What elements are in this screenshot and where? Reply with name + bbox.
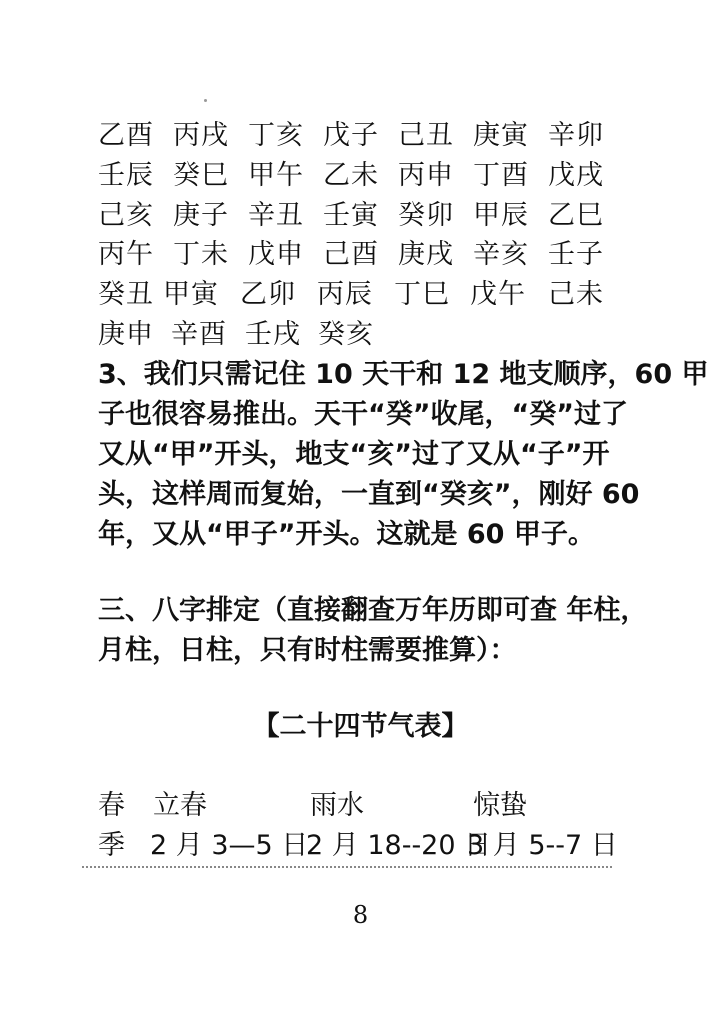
ganzhi-cell: 乙酉 <box>98 120 154 151</box>
ganzhi-cell: 癸丑 <box>98 279 154 310</box>
ganzhi-cell: 庚戌 <box>398 239 454 270</box>
ganzhi-cell: 辛酉 <box>171 319 227 350</box>
ganzhi-cell: 己未 <box>548 279 604 310</box>
solar-term-date: 3 月 5--7 日 <box>467 830 618 861</box>
paragraph-line: 年，又从“甲子”开头。这就是 60 甲子。 <box>98 519 595 550</box>
ganzhi-cell: 丁巳 <box>394 279 450 310</box>
ganzhi-row-4 <box>0 238 721 272</box>
ganzhi-cell: 辛丑 <box>248 200 304 231</box>
ganzhi-cell: 丁亥 <box>248 120 304 151</box>
paragraph-line: 又从“甲”开头，地支“亥”过了又从“子”开 <box>98 439 610 470</box>
season-label: 季 <box>98 830 125 861</box>
ganzhi-row-3 <box>0 199 721 233</box>
solar-terms-table-title: 【二十四节气表】 <box>252 711 469 742</box>
paragraph-line: 3、我们只需记住 10 天干和 12 地支顺序，60 甲 <box>98 359 709 390</box>
ganzhi-cell: 甲午 <box>248 160 304 191</box>
solar-term-date: 2 月 18--20 日 <box>306 830 492 861</box>
dotted-divider <box>82 866 612 868</box>
ganzhi-cell: 庚寅 <box>473 120 529 151</box>
section-heading-line: 三、八字排定（直接翻查万年历即可查 年柱， <box>98 595 648 626</box>
ganzhi-cell: 庚子 <box>173 200 229 231</box>
ganzhi-cell: 乙卯 <box>240 279 296 310</box>
solar-term-name: 雨水 <box>310 790 364 821</box>
ganzhi-cell: 己丑 <box>398 120 454 151</box>
section-heading <box>98 591 648 671</box>
ganzhi-cell: 癸巳 <box>173 160 229 191</box>
ganzhi-cell: 乙未 <box>323 160 379 191</box>
ganzhi-cell: 壬辰 <box>98 160 154 191</box>
ganzhi-cell: 乙巳 <box>548 200 604 231</box>
ganzhi-cell: 丙辰 <box>317 279 373 310</box>
solar-terms-date-row <box>0 826 721 866</box>
ganzhi-cell: 己酉 <box>323 239 379 270</box>
scan-speck <box>204 99 207 102</box>
ganzhi-cell: 丙申 <box>398 160 454 191</box>
ganzhi-row-6 <box>0 318 721 352</box>
solar-term-name: 惊蛰 <box>473 790 527 821</box>
solar-terms-name-row <box>0 786 721 826</box>
ganzhi-cell: 庚申 <box>98 319 154 350</box>
ganzhi-cell: 丙午 <box>98 239 154 270</box>
ganzhi-cell: 戊申 <box>248 239 304 270</box>
ganzhi-cell: 丙戌 <box>173 120 229 151</box>
ganzhi-cell: 己亥 <box>98 200 154 231</box>
ganzhi-cell: 丁未 <box>173 239 229 270</box>
paragraph-line: 子也很容易推出。天干“癸”收尾，“癸”过了 <box>98 399 628 430</box>
ganzhi-cell: 癸亥 <box>318 319 374 350</box>
ganzhi-cell: 辛卯 <box>548 120 604 151</box>
ganzhi-cell: 戊子 <box>323 120 379 151</box>
ganzhi-cell: 辛亥 <box>473 239 529 270</box>
ganzhi-cell: 壬戌 <box>245 319 301 350</box>
solar-term-date: 2 月 3—5 日 <box>150 830 309 861</box>
ganzhi-cell: 癸卯 <box>398 200 454 231</box>
season-label: 春 <box>98 790 125 821</box>
solar-term-name: 立春 <box>153 790 207 821</box>
ganzhi-cell: 甲辰 <box>473 200 529 231</box>
ganzhi-row-1 <box>0 119 721 153</box>
ganzhi-cell: 戊午 <box>470 279 526 310</box>
ganzhi-cell: 壬子 <box>548 239 604 270</box>
page-number: 8 <box>352 901 369 929</box>
ganzhi-row-2 <box>0 159 721 193</box>
ganzhi-row-5 <box>0 278 721 312</box>
ganzhi-cell: 甲寅 <box>163 279 219 310</box>
ganzhi-cell: 戊戌 <box>548 160 604 191</box>
paragraph-line: 头，这样周而复始，一直到“癸亥”，刚好 60 <box>98 479 640 510</box>
sixty-jiazi-paragraph <box>98 355 709 555</box>
ganzhi-cell: 壬寅 <box>323 200 379 231</box>
ganzhi-cell: 丁酉 <box>473 160 529 191</box>
section-heading-line: 月柱，日柱，只有时柱需要推算）： <box>98 635 517 666</box>
